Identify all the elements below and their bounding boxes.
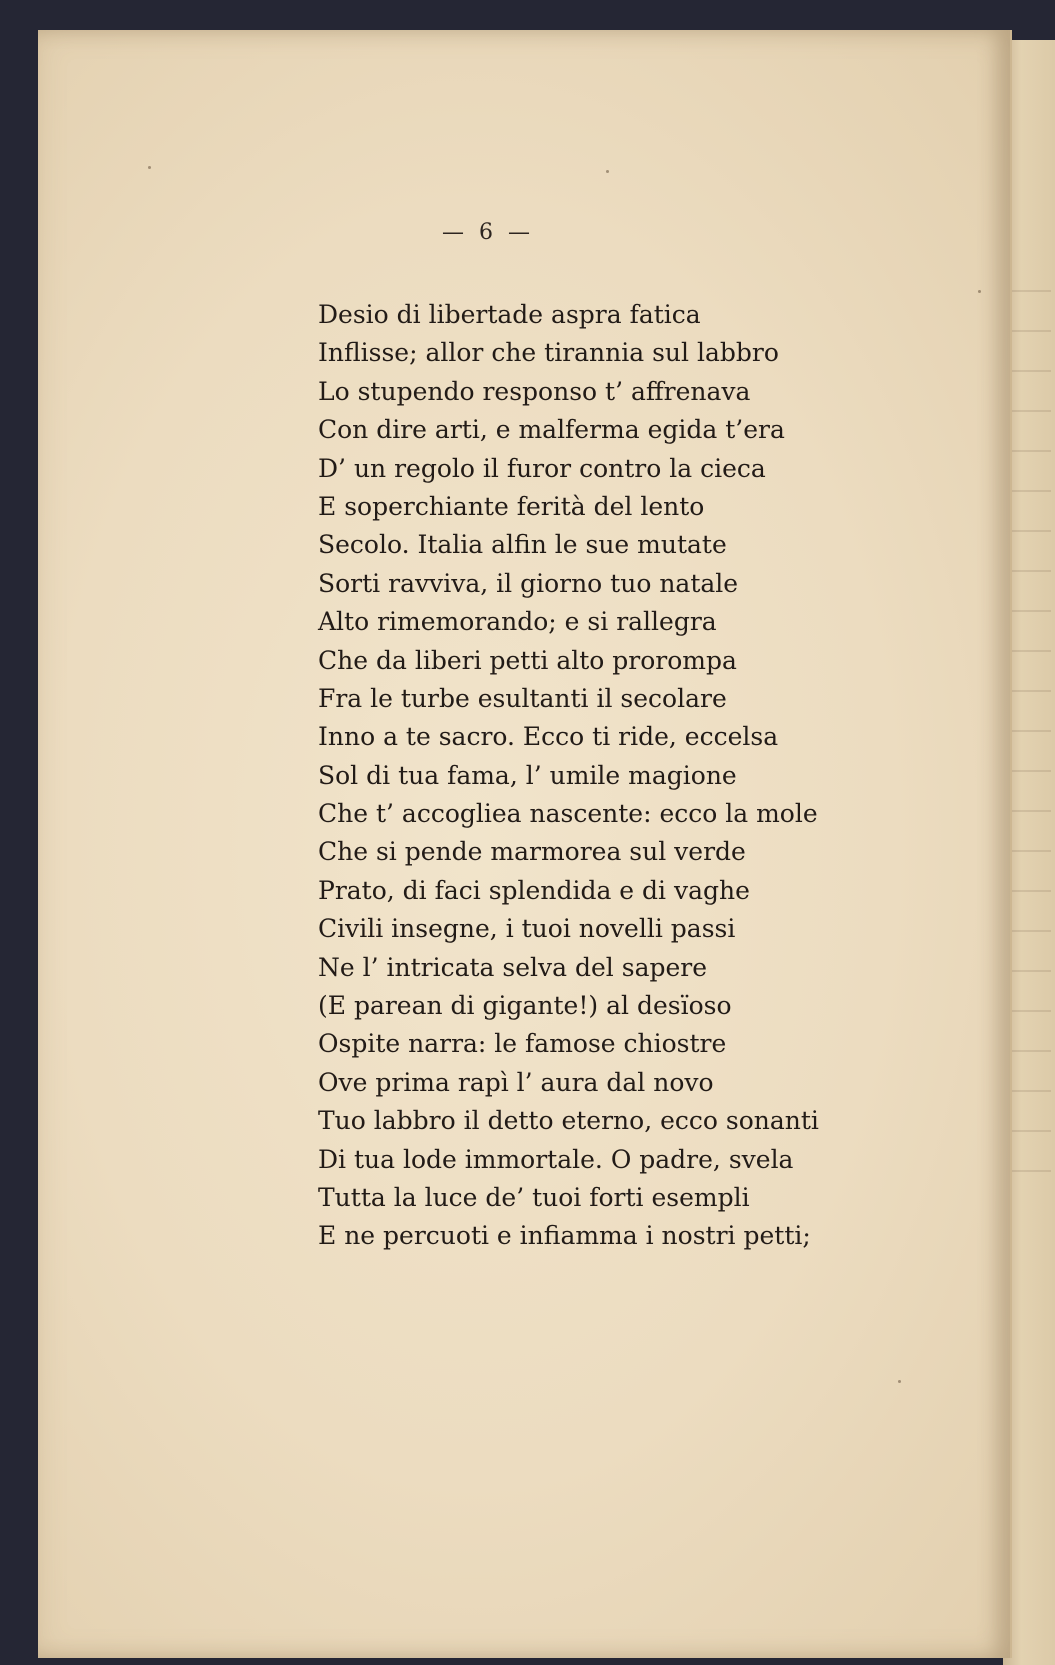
- poem-line: Tutta la luce de’ tuoi forti esempli: [318, 1182, 750, 1212]
- paper-speck: [978, 290, 981, 293]
- poem-line: Ospite narra: le famose chiostre: [318, 1029, 727, 1059]
- poem-line: E soperchiante ferità del lento: [318, 491, 705, 521]
- paper-speck: [148, 166, 151, 169]
- poem-line: Sorti ravviva, il giorno tuo natale: [318, 568, 739, 598]
- poem-line: Secolo. Italia alfin le sue mutate: [318, 530, 727, 560]
- poem-line: Fra le turbe esultanti il secolare: [318, 683, 727, 713]
- poem-line: Ne l’ intricata selva del sapere: [318, 952, 708, 982]
- poem-line: Prato, di faci splendida e di vaghe: [318, 875, 750, 905]
- page-number: — 6 —: [442, 220, 534, 245]
- poem-line: Inflisse; allor che tirannia sul labbro: [318, 338, 779, 368]
- poem-line: E ne percuoti e infiamma i nostri petti;: [318, 1221, 811, 1251]
- poem-line: Desio di libertade aspra fatica: [318, 300, 701, 329]
- poem-line: Ove prima rapì l’ aura dal novo: [318, 1067, 714, 1097]
- poem-line: Che si pende marmorea sul verde: [318, 837, 746, 867]
- paper-speck: [898, 1380, 901, 1383]
- poem-line: Alto rimemorando; e si rallegra: [318, 607, 717, 637]
- poem-line: Di tua lode immortale. O padre, svela: [318, 1144, 794, 1174]
- poem-line: Sol di tua fama, l’ umile magione: [318, 760, 737, 790]
- paper-speck: [606, 170, 609, 173]
- poem-line: Che da liberi petti alto prorompa: [318, 645, 737, 675]
- poem-line: (E parean di gigante!) al desïoso: [318, 991, 732, 1021]
- poem-line: Con dire arti, e malferma egida t’era: [318, 415, 785, 445]
- poem-line: Che t’ accogliea nascente: ecco la mole: [318, 799, 818, 829]
- poem-line: Civili insegne, i tuoi novelli passi: [318, 914, 736, 944]
- poem-line: Inno a te sacro. Ecco ti ride, eccelsa: [318, 722, 779, 752]
- poem-text: [318, 296, 978, 1256]
- poem-line: Lo stupendo responso t’ affrenava: [318, 376, 751, 406]
- poem-line: Tuo labbro il detto eterno, ecco sonanti: [318, 1106, 819, 1136]
- poem-line: D’ un regolo il furor contro la cieca: [318, 453, 766, 483]
